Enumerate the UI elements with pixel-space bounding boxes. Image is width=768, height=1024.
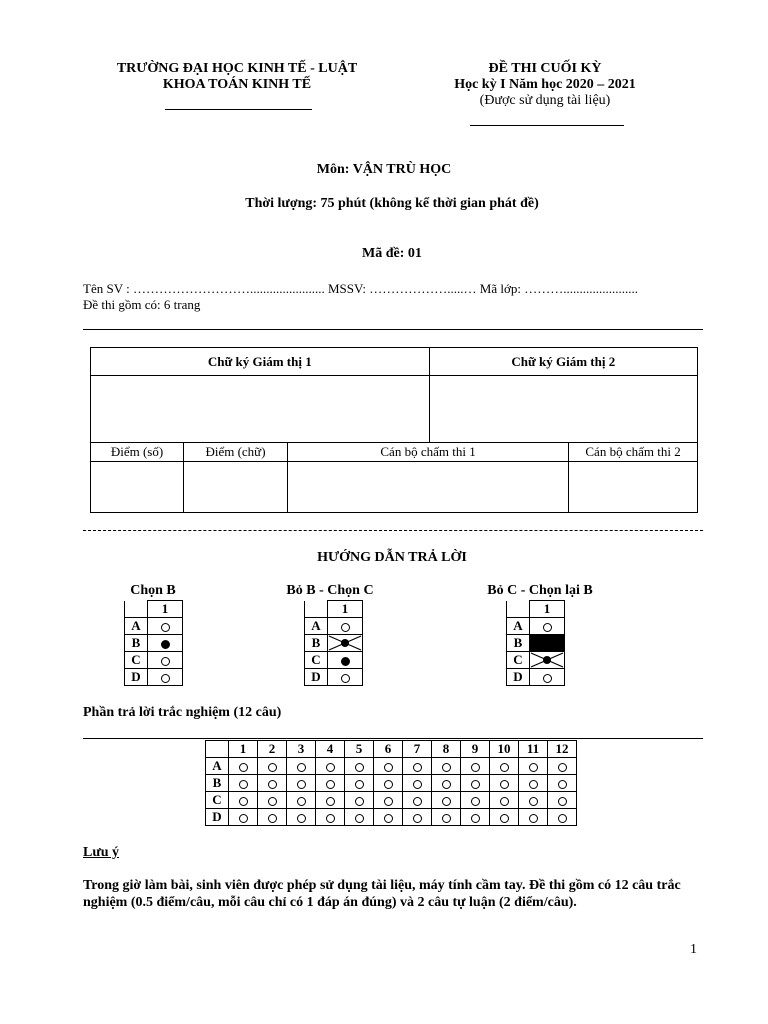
score-number-header: Điểm (số)	[91, 443, 184, 462]
page-number: 1	[690, 942, 697, 957]
answer-bubble	[543, 674, 552, 683]
answer-bubble[interactable]	[413, 763, 422, 772]
answer-bubble[interactable]	[268, 780, 277, 789]
grid-row-label: D	[206, 809, 229, 826]
grid-column-header: 11	[519, 741, 548, 758]
grid-column-header: 12	[548, 741, 577, 758]
grid-column-header: 6	[374, 741, 403, 758]
answer-bubble[interactable]	[326, 814, 335, 823]
grid-corner	[206, 741, 229, 758]
example1-col-header: 1	[148, 601, 183, 618]
example1-row-label: A	[125, 618, 148, 635]
answer-bubble[interactable]	[326, 780, 335, 789]
answer-bubble[interactable]	[355, 797, 364, 806]
crossed-bubble-icon	[328, 635, 362, 651]
school-header	[100, 61, 374, 93]
example3-title: Bỏ C - Chọn lại B	[487, 583, 593, 598]
example1-table	[124, 600, 183, 686]
example2-row-label: B	[305, 635, 328, 652]
note-title: Lưu ý	[83, 845, 120, 860]
school-name: TRƯỜNG ĐẠI HỌC KINH TẾ - LUẬT	[116, 61, 358, 76]
answer-bubble[interactable]	[442, 763, 451, 772]
answer-bubble[interactable]	[326, 763, 335, 772]
divider-line	[83, 329, 703, 330]
answer-bubble[interactable]	[268, 763, 277, 772]
answer-bubble[interactable]	[355, 814, 364, 823]
score-number-box	[91, 462, 184, 513]
answer-bubble[interactable]	[558, 814, 567, 823]
faculty-name: KHOA TOÁN KINH TẾ	[162, 77, 312, 92]
grid-row-label: C	[206, 792, 229, 809]
answer-bubble-filled	[341, 657, 350, 666]
header-left-underline	[165, 109, 312, 110]
answer-bubble	[341, 623, 350, 632]
supervisor2-signature-box	[429, 376, 697, 443]
signature-table	[90, 347, 698, 513]
answer-bubble[interactable]	[529, 780, 538, 789]
answer-bubble[interactable]	[500, 763, 509, 772]
exam-title: ĐỀ THI CUỐI KỲ	[488, 61, 602, 76]
blacked-out-cell	[530, 635, 564, 651]
answer-bubble[interactable]	[384, 780, 393, 789]
answer-bubble[interactable]	[297, 797, 306, 806]
answer-bubble[interactable]	[558, 763, 567, 772]
example1-row-label: C	[125, 652, 148, 669]
mc-divider	[83, 738, 703, 739]
answer-bubble-filled	[161, 640, 170, 649]
answer-bubble[interactable]	[326, 797, 335, 806]
answer-bubble	[161, 623, 170, 632]
answer-bubble[interactable]	[384, 814, 393, 823]
answer-bubble[interactable]	[355, 763, 364, 772]
answer-bubble[interactable]	[500, 814, 509, 823]
grid-row-label: A	[206, 758, 229, 775]
example1-row-label: D	[125, 669, 148, 686]
answer-bubble[interactable]	[413, 797, 422, 806]
answer-bubble[interactable]	[529, 797, 538, 806]
semester-line: Học kỳ I Năm học 2020 – 2021	[454, 77, 636, 92]
answer-bubble[interactable]	[297, 780, 306, 789]
answer-bubble[interactable]	[442, 797, 451, 806]
answer-bubble[interactable]	[297, 814, 306, 823]
dashed-separator	[83, 530, 703, 531]
answer-bubble[interactable]	[442, 814, 451, 823]
duration-line: Thời lượng: 75 phút (không kể thời gian phát đề)	[245, 196, 539, 211]
grader1-box	[288, 462, 569, 513]
materials-note: (Được sử dụng tài liệu)	[479, 93, 611, 108]
note-text: Trong giờ làm bài, sinh viên được phép sử dụng tài liệu, máy tính cầm tay. Đề thi gồm có 12 câu trắc nghiệm (0.5 điểm/câu, mỗi câu chỉ có 1 đáp án đúng) và 2 câu tự luận (2 điểm/câu).	[83, 878, 681, 910]
grid-column-header: 5	[345, 741, 374, 758]
grid-column-header: 2	[258, 741, 287, 758]
answer-bubble[interactable]	[471, 814, 480, 823]
page-count-line: Đề thi gồm có: 6 trang	[83, 297, 201, 312]
mc-section-title: Phần trả lời trắc nghiệm (12 câu)	[83, 705, 282, 720]
answer-bubble[interactable]	[268, 797, 277, 806]
example2-table	[304, 600, 363, 686]
answer-grid	[205, 740, 577, 826]
grid-column-header: 3	[287, 741, 316, 758]
answer-bubble[interactable]	[442, 780, 451, 789]
answer-bubble[interactable]	[500, 797, 509, 806]
example3-col-header: 1	[530, 601, 565, 618]
answer-bubble[interactable]	[500, 780, 509, 789]
grid-column-header: 10	[490, 741, 519, 758]
example2-row-label: A	[305, 618, 328, 635]
answer-bubble[interactable]	[384, 797, 393, 806]
guide-title: HƯỚNG DẪN TRẢ LỜI	[317, 550, 467, 565]
score-word-header: Điểm (chữ)	[184, 443, 288, 462]
example1-row-label: B	[125, 635, 148, 652]
student-info-line: Tên SV : ………………………....................... MSSV: ……………….....… Mã lớp: ……….......................	[83, 281, 638, 296]
grid-column-header: 8	[432, 741, 461, 758]
answer-bubble[interactable]	[384, 763, 393, 772]
answer-bubble[interactable]	[239, 797, 248, 806]
answer-bubble	[161, 657, 170, 666]
grader2-header: Cán bộ chấm thi 2	[569, 443, 698, 462]
answer-bubble[interactable]	[239, 763, 248, 772]
answer-bubble[interactable]	[529, 763, 538, 772]
crossed-bubble-icon	[530, 652, 564, 668]
supervisor1-header: Chữ ký Giám thị 1	[91, 348, 430, 376]
grid-column-header: 7	[403, 741, 432, 758]
example2-row-label: C	[305, 652, 328, 669]
supervisor1-signature-box	[91, 376, 430, 443]
example1-title: Chọn B	[130, 583, 176, 598]
example2-title: Bỏ B - Chọn C	[286, 583, 374, 598]
example2-col-header: 1	[328, 601, 363, 618]
answer-bubble[interactable]	[471, 763, 480, 772]
grid-column-header: 4	[316, 741, 345, 758]
supervisor2-header: Chữ ký Giám thị 2	[429, 348, 697, 376]
answer-bubble	[543, 623, 552, 632]
grid-column-header: 9	[461, 741, 490, 758]
answer-bubble[interactable]	[239, 814, 248, 823]
answer-bubble[interactable]	[471, 780, 480, 789]
answer-bubble[interactable]	[268, 814, 277, 823]
header-right-underline	[470, 125, 624, 126]
answer-bubble[interactable]	[558, 797, 567, 806]
example2-row-label: D	[305, 669, 328, 686]
answer-bubble	[161, 674, 170, 683]
grader1-header: Cán bộ chấm thi 1	[288, 443, 569, 462]
example3-row-label: D	[507, 669, 530, 686]
grid-row-label: B	[206, 775, 229, 792]
answer-bubble	[341, 674, 350, 683]
example3-row-label: C	[507, 652, 530, 669]
exam-code: Mã đề: 01	[362, 246, 422, 261]
score-word-box	[184, 462, 288, 513]
answer-bubble[interactable]	[297, 763, 306, 772]
answer-bubble[interactable]	[558, 780, 567, 789]
example3-row-label: A	[507, 618, 530, 635]
answer-bubble[interactable]	[239, 780, 248, 789]
subject-title: Môn: VẬN TRÙ HỌC	[316, 162, 452, 177]
grader2-box	[569, 462, 698, 513]
example3-table	[506, 600, 565, 686]
answer-bubble[interactable]	[413, 780, 422, 789]
answer-bubble[interactable]	[355, 780, 364, 789]
answer-bubble[interactable]	[471, 797, 480, 806]
answer-bubble[interactable]	[413, 814, 422, 823]
exam-header	[430, 61, 660, 109]
answer-bubble[interactable]	[529, 814, 538, 823]
grid-column-header: 1	[229, 741, 258, 758]
example3-row-label: B	[507, 635, 530, 652]
